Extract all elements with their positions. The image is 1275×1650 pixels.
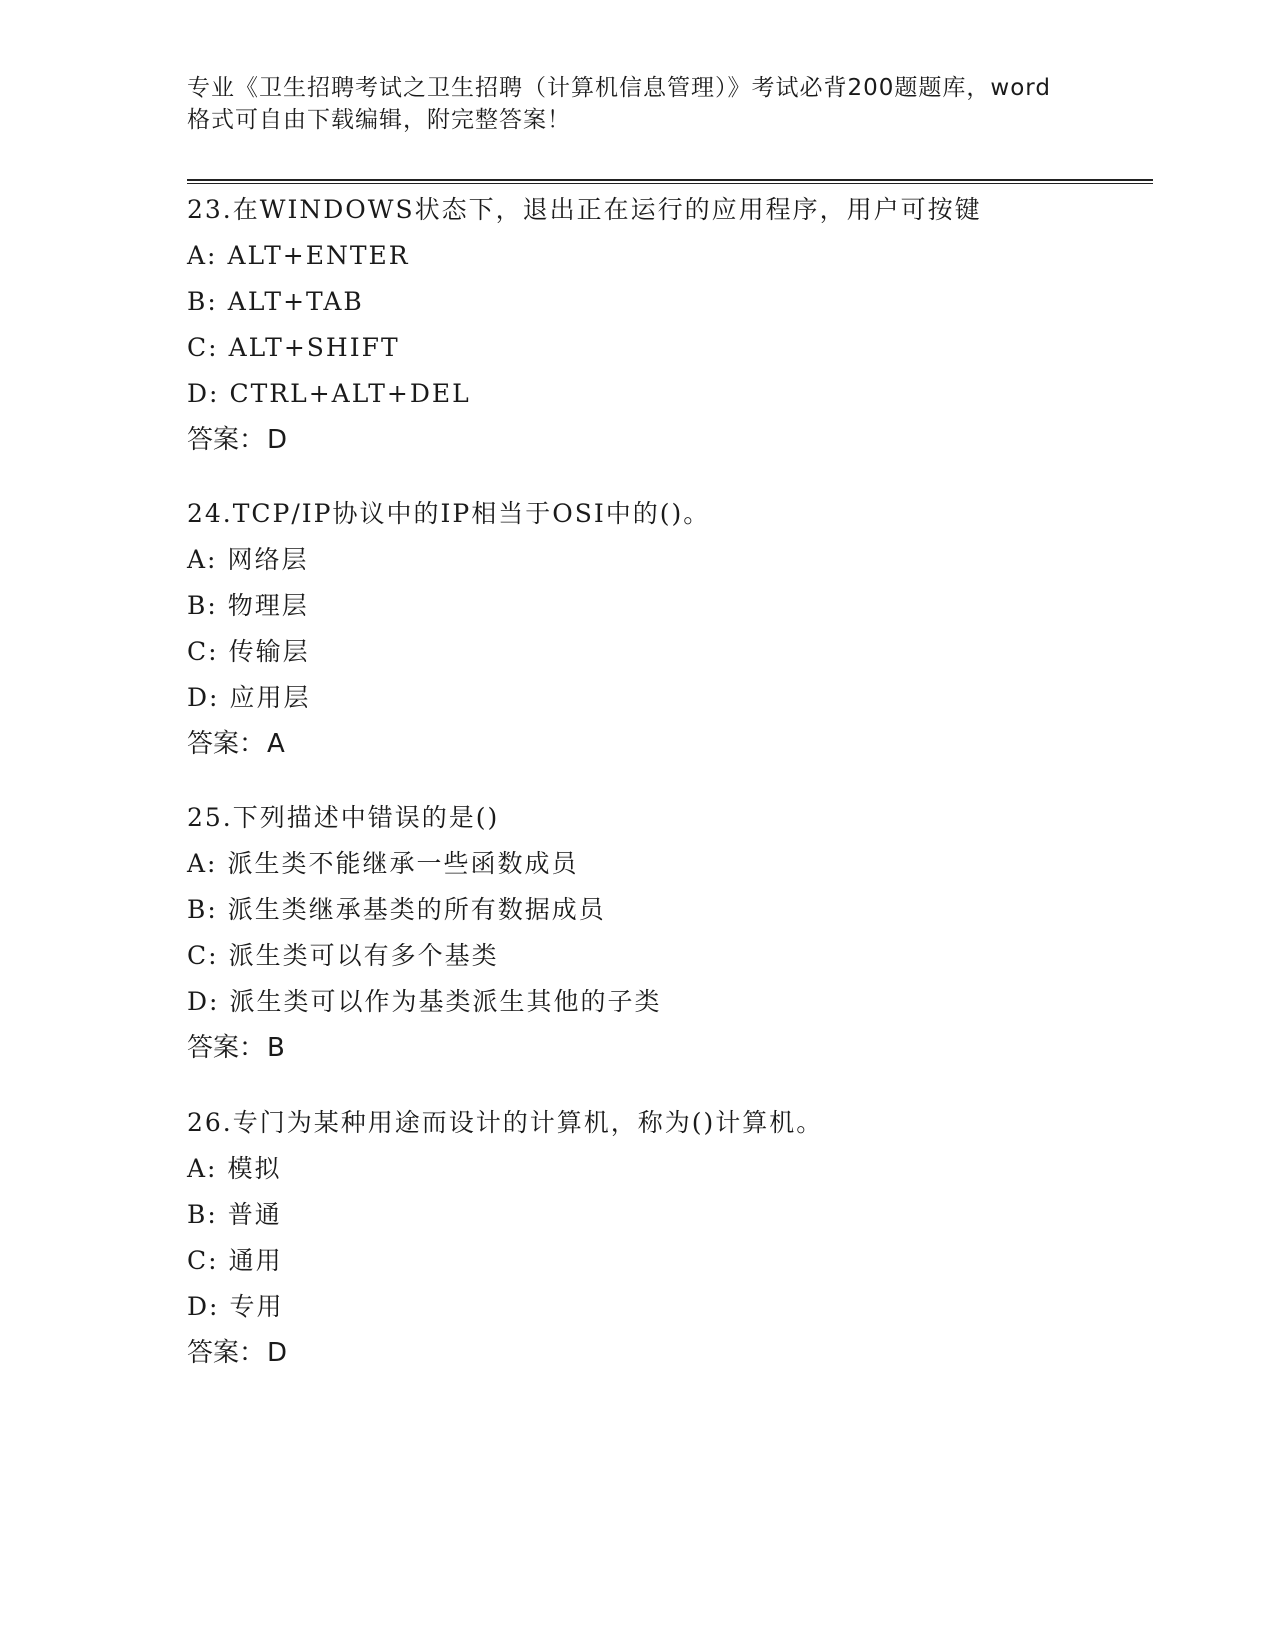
option-text: 应用层 [229,683,311,712]
question-block [187,795,1187,1071]
option-label: B: [187,287,218,316]
option-row [187,1146,1187,1192]
option-text: 物理层 [227,591,309,620]
answer-label: 答案： [187,729,266,759]
answer-line [187,417,1187,463]
option-label: D: [187,683,220,712]
option-row [187,1238,1187,1284]
option-text: 专用 [229,1292,284,1321]
option-row [187,933,1187,979]
option-row [187,979,1187,1025]
document-header [187,72,1097,136]
option-label: D: [187,987,220,1016]
answer-label: 答案： [187,1338,266,1368]
question-stem: 25.下列描述中错误的是() [187,803,500,832]
question-stem: 26.专门为某种用途而设计的计算机，称为()计算机。 [187,1108,824,1137]
answer-line [187,721,1187,767]
question-stem: 23.在WINDOWS状态下，退出正在运行的应用程序，用户可按键 [187,195,982,224]
option-row [187,1284,1187,1330]
question-block [187,491,1187,767]
option-label: C: [187,941,219,970]
question-block [187,1100,1187,1376]
option-label: C: [187,637,219,666]
option-label: B: [187,591,218,620]
option-text: ALT+TAB [227,287,364,316]
option-label: B: [187,1200,218,1229]
answer-value: A [267,729,285,759]
option-label: A: [187,849,218,878]
header-line-2: 格式可自由下载编辑，附完整答案！ [187,107,571,133]
option-text: 传输层 [228,637,310,666]
header-line-1: 专业《卫生招聘考试之卫生招聘（计算机信息管理）》考试必背200题题库，word [187,75,1051,101]
answer-label: 答案： [187,425,266,455]
option-row [187,675,1187,721]
option-row [187,629,1187,675]
option-text: ALT+ENTER [227,241,410,270]
option-row [187,841,1187,887]
answer-label: 答案： [187,1033,266,1063]
option-text: 普通 [227,1200,282,1229]
option-label: A: [187,1154,218,1183]
answer-line [187,1330,1187,1376]
option-row [187,1192,1187,1238]
option-text: 派生类可以作为基类派生其他的子类 [229,987,662,1016]
option-label: A: [187,241,218,270]
option-label: D: [187,1292,220,1321]
option-text: 派生类继承基类的所有数据成员 [227,895,606,924]
option-row [187,233,1187,279]
answer-value: D [267,425,288,455]
option-label: D: [187,379,220,408]
question-block [187,187,1187,463]
question-stem: 24.TCP/IP协议中的IP相当于OSI中的()。 [187,499,711,528]
option-label: B: [187,895,218,924]
option-text: CTRL+ALT+DEL [229,379,471,408]
header-divider-thick [187,179,1153,181]
option-text: 派生类不能继承一些函数成员 [227,849,579,878]
option-row [187,325,1187,371]
answer-value: B [267,1033,285,1063]
option-row [187,537,1187,583]
option-text: ALT+SHIFT [228,333,400,362]
option-text: 模拟 [227,1154,282,1183]
option-label: A: [187,545,218,574]
option-row [187,887,1187,933]
answer-value: D [267,1338,288,1368]
option-row [187,583,1187,629]
option-row [187,279,1187,325]
option-label: C: [187,333,219,362]
option-text: 通用 [228,1246,283,1275]
option-label: C: [187,1246,219,1275]
option-text: 派生类可以有多个基类 [228,941,499,970]
answer-line [187,1025,1187,1071]
header-divider-thin [187,183,1153,184]
option-text: 网络层 [227,545,309,574]
option-row [187,371,1187,417]
